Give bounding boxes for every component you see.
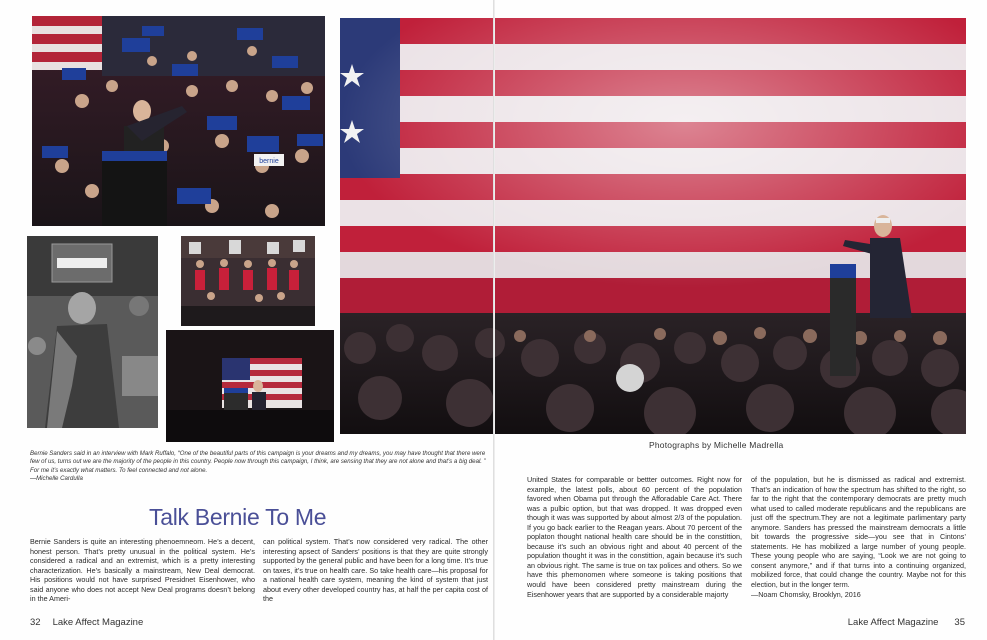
page-gutter xyxy=(493,0,495,640)
article-column-1-text: Bernie Sanders is quite an interesting phenoemneom. He’s a decent, honest person. That’s pretty unusual in the political system. He’s considered a radical and an extremist, which is a pretty interesting characterization. He’s basically a mainstream, New Deal democrat. His positions would not have surprised Presidnet Eisenhower, who said anyone who does not accept New Deal programs doesn’t belong in the Ameri- xyxy=(30,537,255,604)
supporter-with-sign-photo xyxy=(27,236,158,428)
article-column-1 xyxy=(30,537,255,604)
photographer-credit: Photographs by Michelle Madrella xyxy=(649,440,784,450)
page-number-left: 32 xyxy=(30,617,41,628)
magazine-name-right: Lake Affect Magazine xyxy=(847,617,939,628)
photo-caption xyxy=(30,450,490,484)
article-column-4-text: of the population, but he is dismissed as radical and extremist. That’s an indication of how the spectrum has shifted to the right, so far to the right that the contemporary democrats are pretty much what used to called moderate republicans and the republicans are just off the spectrum.They are not a legitimate parlimentary party anymore. Sanders has pressed the mainstream democrats a little bit towards the progressive side—you see that in Cintons’ statements. He has mobilized a large number of young people. These young people who are saying, “Look we are not going to consent anymore,” and if that turns into a continuing organized, mobilized force, that could change the country. Maybe not for this election, but in the longer term. xyxy=(751,475,966,590)
rally-crowd-photo xyxy=(32,16,325,226)
article-column-3-text: United States for comparable or bettter outcomes. Right now for example, the latest polls, about 60 percent of the population favored when Obama put through the Afforadable Care Act. There was a pulbic option, but that was dropped. It was dropped even though it was was supported by about almost 2/3 of the population. If you go back earlier to the Reagan years. About 70 percent of the poplaton thought national health care should be in the constittion, because it’s such an obvious right and about 40 percent of the population thought it was in the constittion, again because it’s such an obvious right. The same is true on tax polices and others. So we have this phemonomen where someone is taking positions that would have been considered pretty mainstream during the Eisenhower years that are supported by a considerable majorty xyxy=(527,475,742,599)
podium-flag-photo xyxy=(166,330,334,442)
crowd-bleachers-photo xyxy=(181,236,315,326)
article-title: Talk Bernie To Me xyxy=(149,504,327,530)
article-signoff: —Noam Chomsky, Brooklyn, 2016 xyxy=(751,589,861,599)
folio-right xyxy=(848,617,965,628)
page-number-right: 35 xyxy=(954,617,965,628)
caption-credit: —Michelle Cardulla xyxy=(30,475,83,483)
sign-text-bernie: bernie xyxy=(259,158,279,165)
folio-left xyxy=(30,617,143,628)
flag-rally-hero-photo xyxy=(340,18,966,434)
article-column-4 xyxy=(751,475,966,599)
article-column-3 xyxy=(527,475,742,599)
article-column-2 xyxy=(263,537,488,604)
article-column-2-text: can political system. That’s now considered very radical. The other interesting apsect of Sanders’ positions is that they are quite strongly supported by the general public and have been for a long time. It’s true on taxes, it’s true on health care. So take health care—his proposal for a national health care system, meaning the kind of system that just about every other developed country has, at half the per capita cost of the xyxy=(263,537,488,604)
magazine-name-left: Lake Affect Magazine xyxy=(52,617,144,628)
caption-quote: Bernie Sanders said in an interview with Mark Ruffalo, “One of the beautiful parts of this campaign is your dreams and my dreams, you may have thought that there were few of us, turns out we are the majority of the people in this country. People now through this campaign, I think, are sensing that they are not alone and that’s a big deal. ” For me it’s exactly what matters. To feel connected and not alone. xyxy=(30,450,486,474)
